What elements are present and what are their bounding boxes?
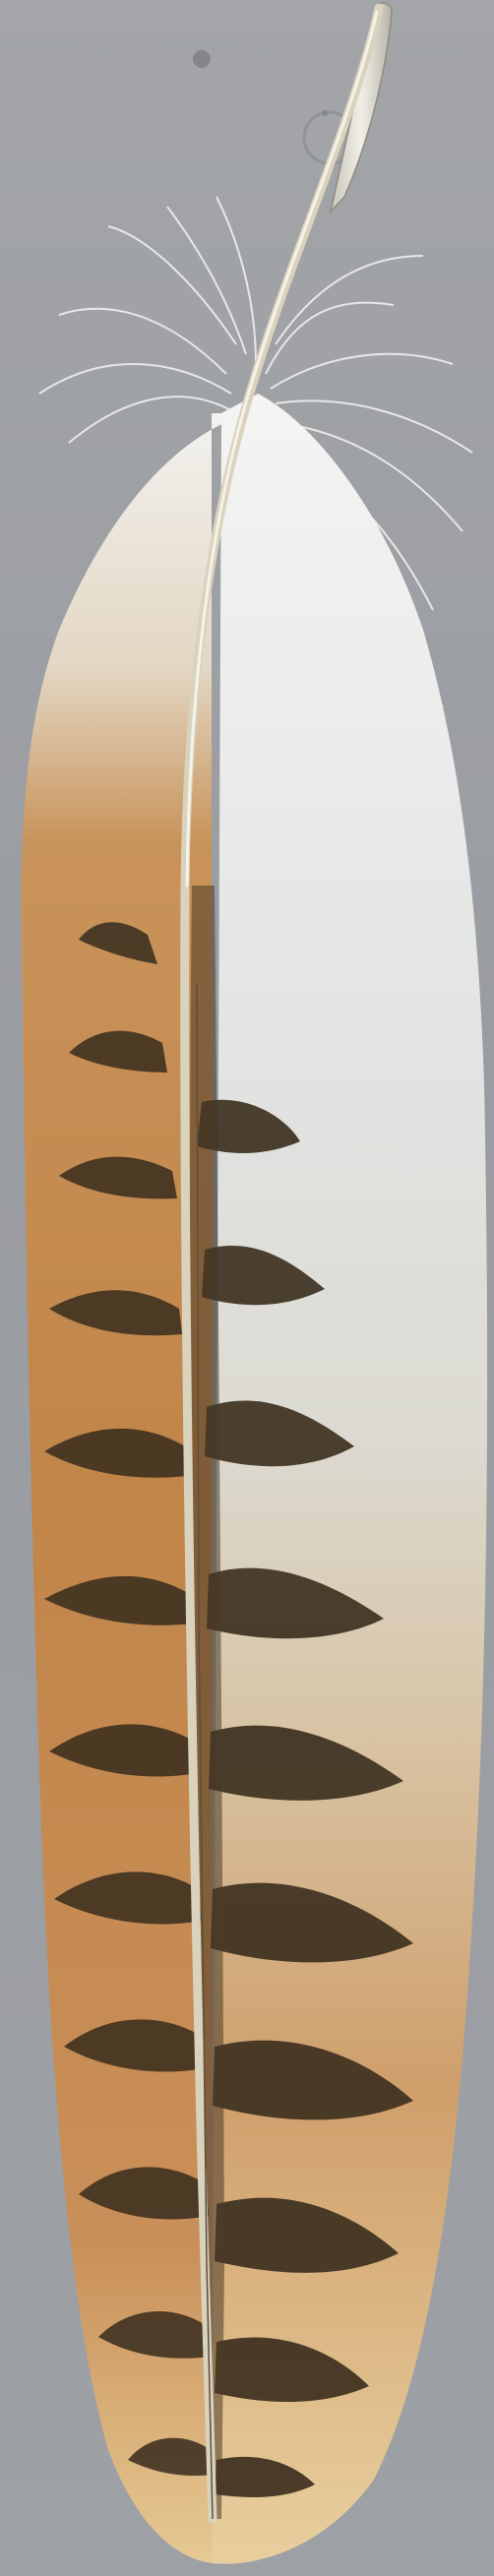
scan-dot [193, 50, 211, 68]
quill [331, 3, 392, 212]
